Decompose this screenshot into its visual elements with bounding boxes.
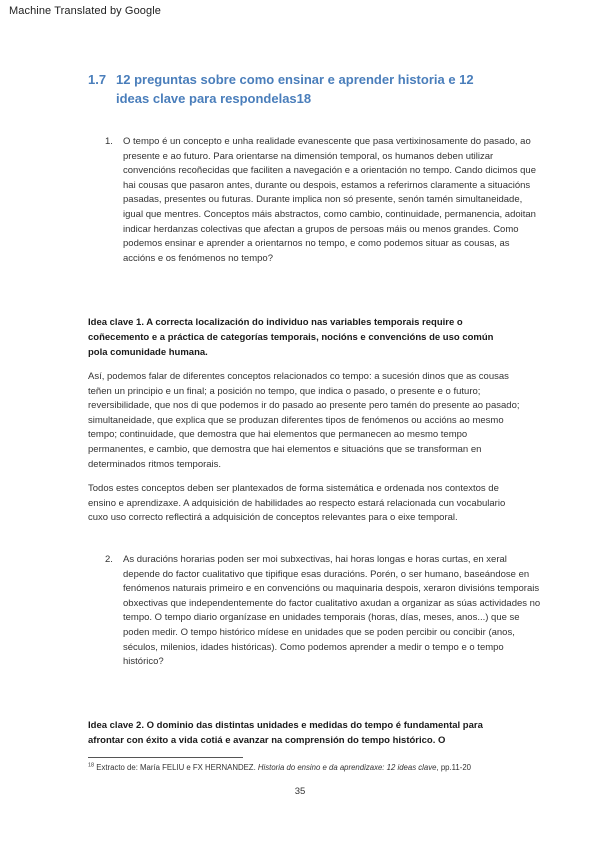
section-heading (88, 70, 528, 108)
question-number: 1. (105, 136, 113, 147)
section-title-line1: 12 preguntas sobre como ensinar e aprender historia e 12 (116, 72, 474, 87)
body-paragraph-1: Así, podemos falar de diferentes conceptos relacionados co tempo: a sucesión dinos que as cousas teñen un principio e un final; a posición no tempo, que indica o pasado, o presente e o futuro; reversibilidade, que nos di que podemos ir do pasado ao presente pero tamén do presente ao pasado; simultaneidade, que explica que se produzan diferentes tipos de fenómenos ou accións ao mesmo tempo; continuidade, que demostra que hai elementos que permanecen ao mesmo tempo permanentes, e cambio, que demostra que hai elementos e situacións que se transforman en determinados ritmos temporais. (88, 371, 520, 470)
question-number: 2. (105, 554, 113, 565)
footnote-marker: 18 (88, 762, 95, 769)
question-2 (105, 553, 543, 670)
section-number: 1.7 (88, 72, 107, 87)
footnote-title: Historia do ensino e da aprendizaxe: 12 ideas clave (257, 763, 437, 772)
footnote-prefix: Extracto de: María FELIU e FX HERNANDEZ. (94, 763, 258, 772)
question-text: O tempo é un concepto e unha realidade evanescente que pasa vertixinosamente do pasado, ao presente e ao futuro. Para orientarse na dimensión temporal, os humanos deben utilizar convencións recoñecidas que faciliten a navegación e a orientación no tempo. Cando dicimos que hai cousas que pasaron antes, durante ou despois, estamos a referirnos claramente a situacións pasadas, presentes ou futuras. Durante implica non só presente, senón tamén simultaneidade, igual que mentres. Conceptos máis abstractos, como cambio, continuidade, permanencia, adoitan indicar herdanzas colectivas que afectan a grupos de persoas máis ou menos grandes. Como podemos ensinar e aprender a orientarnos no tempo, e como podemos situar as cousas, as accións e os fenómenos no tempo? (123, 136, 536, 264)
body-paragraph-2: Todos estes conceptos deben ser plantexados de forma sistemática e ordenada nos contextos de ensino e aprendizaxe. A adquisición de habilidades ao respecto estará relacionada cun vocabulario cuxo uso correcto reflectirá a adquisición de conceptos relevantes para o eixe temporal. (88, 483, 506, 524)
translation-banner: Machine Translated by Google (9, 5, 161, 17)
footnote-divider (88, 757, 243, 758)
page-number: 35 (294, 786, 306, 797)
footnote-suffix: , pp.11-20 (436, 763, 472, 772)
key-idea-2: Idea clave 2. O dominio das distintas unidades e medidas do tempo é fundamental para afrontar con éxito a vida cotiá e avanzar na comprensión do tempo histórico. O (88, 720, 483, 746)
question-1 (105, 135, 543, 266)
footnote (88, 762, 528, 773)
question-text: As duracións horarias poden ser moi subxectivas, hai horas longas e horas curtas, en xeral depende do factor cualitativo que tipifique esas duracións. Porén, o ser humano, baseándose en fenómenos naturais primeiro e en convencións ou maquinaria despois, xeraron divisións temporais obxectivas que independentemente do factor cualitativo axudan a organizar as súas actividades no tempo. O tempo diario organízase en unidades temporais (horas, días, meses, anos...) que se poden medir. O tempo histórico mídese en unidades que se poden percibir ou concibir (anos, séculos, milenios, idades históricas). Como podemos aprender a medir o tempo e o tempo histórico? (123, 554, 541, 668)
key-idea-1: Idea clave 1. A correcta localización do individuo nas variables temporais require o coñecemento e a práctica de categorías temporais, nocións e convencións de uso común pola comunidade humana. (88, 317, 494, 358)
section-title-line2: ideas clave para respondelas18 (116, 91, 312, 106)
